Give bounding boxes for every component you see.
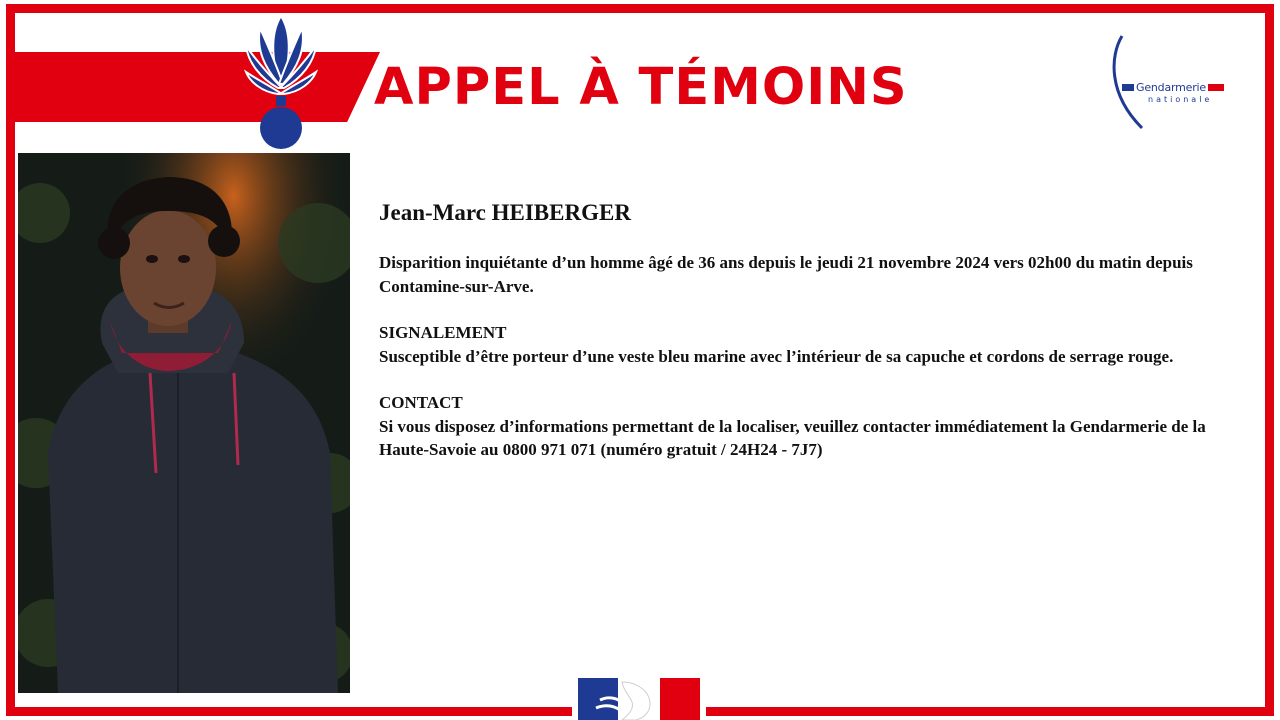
contact-heading: CONTACT [379,393,463,412]
contact-text: Si vous disposez d’informations permettant de la localiser, veuillez contacter immédiatement la Gendarmerie de la Haute-Savoie au 0800 971 071 (numéro gratuit / 24H24 - 7J7) [379,416,1206,459]
gendarmerie-nationale-logo [1108,34,1234,132]
missing-person-name: Jean-Marc HEIBERGER [379,200,631,225]
signalement-heading: SIGNALEMENT [379,323,507,342]
logo-line-1: Gendarmerie [1136,81,1206,94]
disappearance-description: Disparition inquiétante d’un homme âgé de 36 ans depuis le jeudi 21 novembre 2024 vers 02h00 du matin depuis Contamine-sur-Arve. [379,253,1193,296]
signalement-text: Susceptible d’être porteur d’une veste bleu marine avec l’intérieur de sa capuche et cordons de serrage rouge. [379,346,1174,366]
gendarmerie-grenade-icon [242,12,320,154]
notice-content [379,198,1219,462]
marianne-republique-logo [572,676,706,720]
page-title: APPEL À TÉMOINS [374,58,908,117]
missing-person-photo [18,153,350,693]
red-banner [15,52,380,122]
logo-line-2: nationale [1148,95,1213,104]
